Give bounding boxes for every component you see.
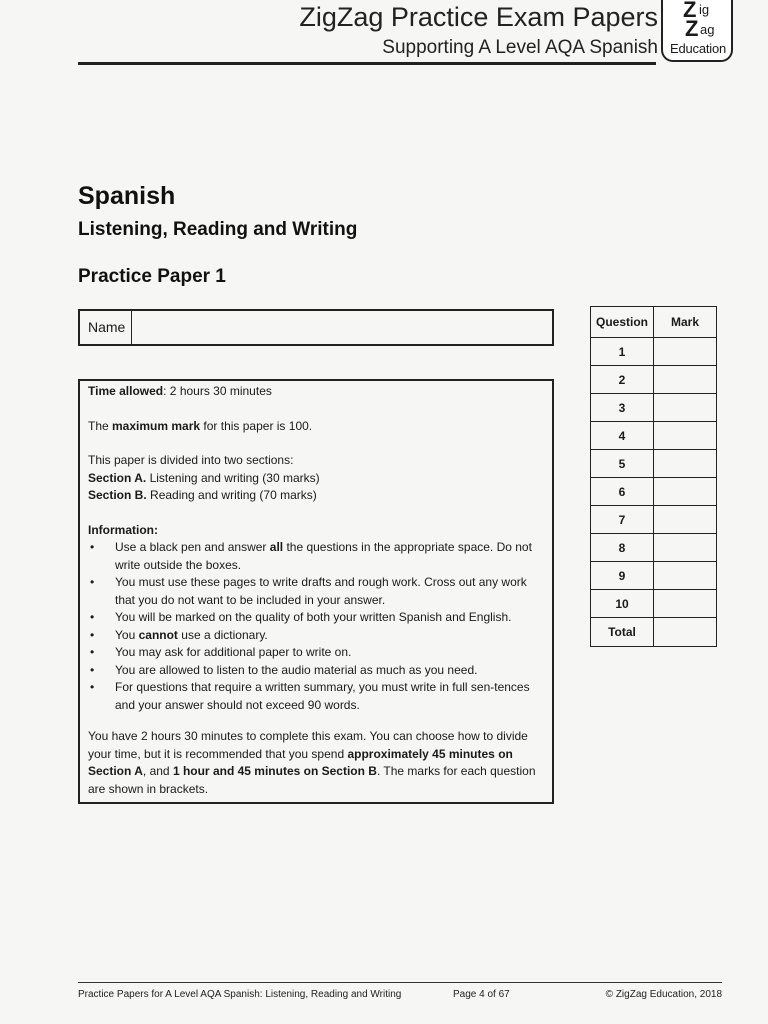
max-mark-post: for this paper is 100. <box>200 418 313 433</box>
list-item: • For questions that require a written summary, you must write in full sen-tences and your answer should not exceed 90 words. <box>88 679 544 714</box>
footer-left: Practice Papers for A Level AQA Spanish: Listening, Reading and Writing <box>78 989 402 1000</box>
name-label: Name <box>88 319 126 335</box>
time-allowed <box>88 383 544 401</box>
list-item <box>88 627 544 645</box>
mark-cell[interactable] <box>654 422 717 450</box>
total-row <box>591 618 717 647</box>
mark-cell[interactable] <box>654 394 717 422</box>
question-number: 9 <box>591 562 654 590</box>
closing-2: , and <box>142 764 173 778</box>
logo-letter-z2: Z <box>685 16 699 41</box>
information-heading-text: Information: <box>88 522 158 537</box>
section-b-label: Section B. <box>88 488 147 502</box>
marks-table <box>590 306 717 647</box>
list-item: • You must use these pages to write drafts and rough work. Cross out any work that you do not want to be included in your answer. <box>88 574 544 609</box>
time-guidance <box>88 728 544 798</box>
paper-components: Listening, Reading and Writing <box>78 219 358 240</box>
name-field[interactable] <box>134 313 550 342</box>
question-number: 6 <box>591 478 654 506</box>
subject-title: Spanish <box>78 182 176 210</box>
zigzag-logo <box>661 0 733 62</box>
footer-copyright: © ZigZag Education, 2018 <box>605 989 722 1000</box>
max-mark-bold: maximum mark <box>112 418 201 433</box>
list-item: • You may ask for additional paper to write on. <box>88 644 544 662</box>
table-row <box>591 478 717 506</box>
information-heading <box>88 522 544 540</box>
mark-cell[interactable] <box>654 506 717 534</box>
table-row <box>591 394 717 422</box>
table-row <box>591 562 717 590</box>
mark-cell[interactable] <box>654 338 717 366</box>
max-mark <box>88 418 544 436</box>
question-number: 7 <box>591 506 654 534</box>
question-number: 4 <box>591 422 654 450</box>
closing-1: You have 2 hours 30 minutes to complete this exam. You can choose how to divide your time, but it is recommended that you spend <box>88 729 528 761</box>
table-row <box>591 422 717 450</box>
question-header: Question <box>591 307 654 338</box>
header-subtitle: Supporting A Level AQA Spanish <box>382 37 658 58</box>
mark-cell[interactable] <box>654 590 717 618</box>
header-rule <box>78 62 656 65</box>
closing-bold-2: 1 hour and 45 minutes on Section B <box>172 764 377 778</box>
total-label: Total <box>591 618 654 647</box>
mark-cell[interactable] <box>654 562 717 590</box>
page-number: Page 4 of 67 <box>453 989 510 1000</box>
section-a <box>88 470 544 488</box>
mark-cell[interactable] <box>654 534 717 562</box>
table-row <box>591 534 717 562</box>
question-number: 8 <box>591 534 654 562</box>
paper-title: Practice Paper 1 <box>78 266 226 287</box>
b1-bold: all <box>269 540 284 554</box>
section-a-label: Section A. <box>88 470 147 485</box>
closing-3: . The marks for each question are shown in brackets. <box>88 764 536 796</box>
b4-pre: You <box>115 627 139 642</box>
logo-letters-ig: ig <box>699 2 710 17</box>
list-item <box>88 539 544 574</box>
question-number: 1 <box>591 338 654 366</box>
table-row <box>591 590 717 618</box>
total-mark-cell[interactable] <box>654 618 717 647</box>
b1-pre: Use a black pen and answer <box>115 540 270 554</box>
b4-post: use a dictionary. <box>177 627 268 642</box>
time-label: Time allowed <box>88 384 164 398</box>
header-title: ZigZag Practice Exam Papers <box>299 2 658 32</box>
closing-bold-1: approximately 45 minutes on Section A <box>88 746 513 778</box>
max-mark-pre: The <box>88 418 113 433</box>
mark-cell[interactable] <box>654 450 717 478</box>
b1-post: the questions in the appropriate space. Do not write outside the boxes. <box>115 540 532 572</box>
table-row <box>591 506 717 534</box>
information-list <box>88 539 544 714</box>
section-a-text: Listening and writing (30 marks) <box>146 470 320 485</box>
section-b-text: Reading and writing (70 marks) <box>146 488 317 502</box>
instructions-box <box>78 379 554 804</box>
b4-bold: cannot <box>138 627 178 642</box>
logo-education: Education <box>669 41 727 56</box>
question-number: 3 <box>591 394 654 422</box>
logo-letters-ag: ag <box>700 22 715 37</box>
table-row <box>591 450 717 478</box>
table-row <box>591 338 717 366</box>
name-divider <box>131 311 132 344</box>
mark-cell[interactable] <box>654 366 717 394</box>
question-number: 5 <box>591 450 654 478</box>
mark-header: Mark <box>654 307 717 338</box>
mark-cell[interactable] <box>654 478 717 506</box>
table-row <box>591 366 717 394</box>
logo-letter-z1: Z <box>683 0 697 22</box>
time-value: : 2 hours 30 minutes <box>163 384 272 398</box>
list-item: • You are allowed to listen to the audio material as much as you need. <box>88 662 544 680</box>
footer-rule <box>78 982 722 983</box>
question-number: 2 <box>591 366 654 394</box>
paper-divided: This paper is divided into two sections: <box>88 453 294 467</box>
name-box <box>78 309 554 346</box>
list-item: • You will be marked on the quality of both your written Spanish and English. <box>88 609 544 627</box>
section-b <box>88 487 544 505</box>
question-number: 10 <box>591 590 654 618</box>
